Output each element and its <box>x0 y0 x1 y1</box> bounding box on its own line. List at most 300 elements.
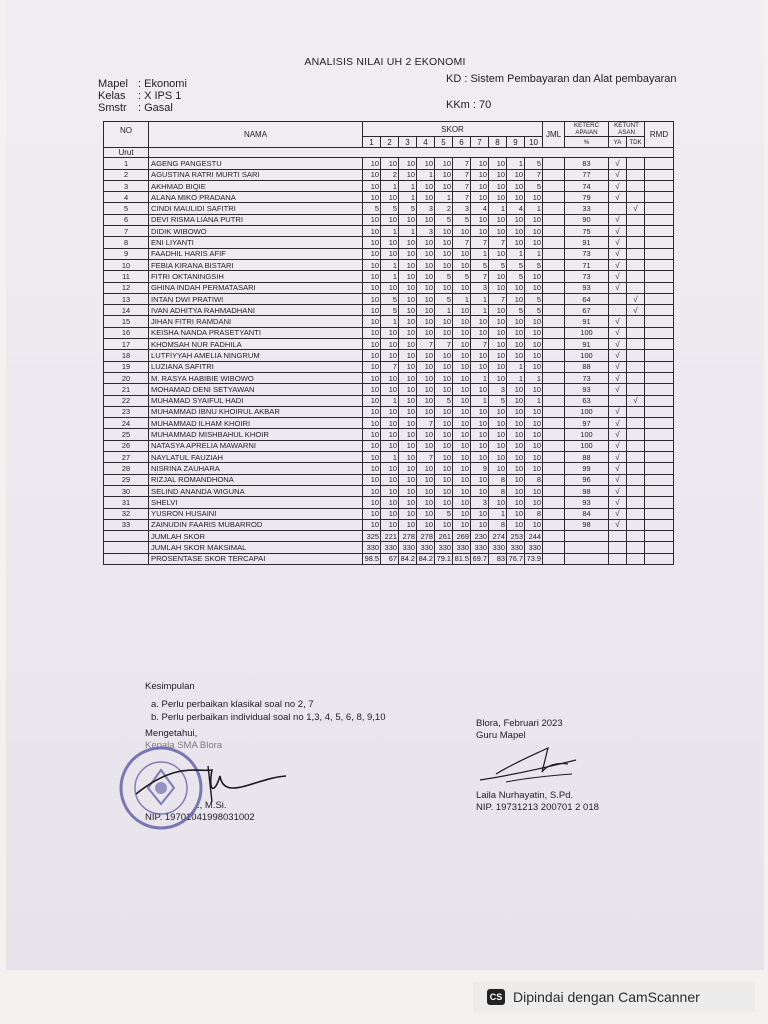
student-name: NISRINA ZAUHARA <box>149 463 363 474</box>
summary-value: 330 <box>435 542 453 553</box>
percent-cell: 73 <box>565 372 609 383</box>
percent-cell: 93 <box>565 384 609 395</box>
tuntas-tdk-cell <box>627 361 645 372</box>
score-cell: 1 <box>507 361 525 372</box>
student-name: ZAINUDIN FAARIS MUBARROD <box>149 519 363 530</box>
student-name: MUHAMMAD MISHBAHUL KHOIR <box>149 429 363 440</box>
tuntas-ya-cell: √ <box>609 406 627 417</box>
score-cell: 10 <box>417 271 435 282</box>
teacher-role: Guru Mapel <box>476 730 526 741</box>
score-cell: 10 <box>381 429 399 440</box>
score-cell: 10 <box>399 214 417 225</box>
jml-cell <box>543 327 565 338</box>
header-tdk: TDK <box>627 137 645 148</box>
score-cell: 5 <box>453 214 471 225</box>
score-cell: 1 <box>471 293 489 304</box>
score-cell: 10 <box>435 440 453 451</box>
score-cell: 10 <box>525 282 543 293</box>
summary-value: 269 <box>453 531 471 542</box>
student-name: M. RASYA HABIBIE WIBOWO <box>149 372 363 383</box>
principal-nip: NIP. 19701041998031002 <box>145 812 255 823</box>
rmd-cell <box>645 282 674 293</box>
score-cell: 3 <box>471 497 489 508</box>
score-cell: 10 <box>435 463 453 474</box>
score-cell: 10 <box>399 350 417 361</box>
score-cell: 10 <box>399 418 417 429</box>
score-cell: 10 <box>525 350 543 361</box>
score-cell: 5 <box>435 271 453 282</box>
row-number: 32 <box>104 508 149 519</box>
score-cell: 10 <box>453 508 471 519</box>
kkm-line: KKm : 70 <box>446 99 492 111</box>
jml-cell <box>543 395 565 406</box>
score-cell: 1 <box>507 158 525 169</box>
score-cell: 10 <box>363 192 381 203</box>
score-cell: 10 <box>363 339 381 350</box>
score-cell: 7 <box>525 169 543 180</box>
score-cell: 10 <box>417 395 435 406</box>
score-cell: 10 <box>453 474 471 485</box>
score-cell: 1 <box>471 395 489 406</box>
header-urut: Urut <box>104 148 149 158</box>
score-cell: 10 <box>363 158 381 169</box>
row-number: 7 <box>104 226 149 237</box>
percent-cell: 100 <box>565 327 609 338</box>
summary-value: 81.5 <box>453 553 471 564</box>
rmd-cell <box>645 293 674 304</box>
score-cell: 10 <box>525 316 543 327</box>
table-row <box>104 203 674 214</box>
score-cell: 7 <box>471 237 489 248</box>
row-number: 14 <box>104 305 149 316</box>
school-stamp-icon <box>116 742 306 834</box>
header-nama: NAMA <box>149 122 363 148</box>
header-skor: SKOR <box>363 122 543 137</box>
tuntas-tdk-cell <box>627 406 645 417</box>
score-table <box>103 121 674 565</box>
student-name: KHOMSAH NUR FADHILA <box>149 339 363 350</box>
summary-value: 330 <box>507 542 525 553</box>
score-cell: 10 <box>525 485 543 496</box>
header-ketunt-l2: ASAN <box>618 129 635 136</box>
score-cell: 10 <box>363 372 381 383</box>
score-cell: 10 <box>507 192 525 203</box>
score-cell: 10 <box>363 440 381 451</box>
score-cell: 10 <box>525 226 543 237</box>
jml-cell <box>543 418 565 429</box>
tuntas-tdk-cell <box>627 418 645 429</box>
jml-cell <box>543 271 565 282</box>
score-cell: 10 <box>489 452 507 463</box>
score-cell: 10 <box>525 339 543 350</box>
rmd-cell <box>645 508 674 519</box>
score-cell: 1 <box>381 226 399 237</box>
score-cell: 10 <box>507 350 525 361</box>
percent-cell: 91 <box>565 237 609 248</box>
score-cell: 10 <box>363 384 381 395</box>
scanned-sheet <box>6 0 764 970</box>
score-cell: 5 <box>381 203 399 214</box>
jml-cell <box>543 497 565 508</box>
score-cell: 10 <box>471 214 489 225</box>
score-cell: 10 <box>399 158 417 169</box>
student-name: FITRI OKTANINGSIH <box>149 271 363 282</box>
tuntas-ya-cell: √ <box>609 497 627 508</box>
row-number: 17 <box>104 339 149 350</box>
score-cell: 10 <box>489 316 507 327</box>
percent-cell: 91 <box>565 316 609 327</box>
row-number: 8 <box>104 237 149 248</box>
score-cell: 1 <box>471 372 489 383</box>
document-title: ANALISIS NILAI UH 2 EKONOMI <box>304 56 466 68</box>
rmd-cell <box>645 203 674 214</box>
header-jml: JML <box>543 122 565 148</box>
score-cell: 10 <box>363 180 381 191</box>
rmd-cell <box>645 429 674 440</box>
score-cell: 10 <box>363 463 381 474</box>
tuntas-ya-cell: √ <box>609 192 627 203</box>
score-cell: 10 <box>507 293 525 304</box>
score-cell: 10 <box>471 384 489 395</box>
header-q5: 5 <box>435 137 453 148</box>
table-row <box>104 271 674 282</box>
tuntas-ya-cell: √ <box>609 180 627 191</box>
header-keterc-l2: APAIAN <box>575 129 598 136</box>
tuntas-tdk-cell <box>627 519 645 530</box>
score-cell: 5 <box>489 259 507 270</box>
score-cell: 10 <box>435 169 453 180</box>
score-cell: 10 <box>507 282 525 293</box>
rmd-cell <box>645 395 674 406</box>
header-ya: YA <box>609 137 627 148</box>
smstr-label: Smstr <box>98 102 127 114</box>
score-cell: 7 <box>453 180 471 191</box>
score-cell: 10 <box>489 372 507 383</box>
score-cell: 10 <box>399 429 417 440</box>
rmd-cell <box>645 271 674 282</box>
tuntas-ya-cell: √ <box>609 339 627 350</box>
score-cell: 10 <box>417 237 435 248</box>
score-cell: 1 <box>471 305 489 316</box>
student-name: KEISHA NANDA PRASETYANTI <box>149 327 363 338</box>
tuntas-tdk-cell <box>627 372 645 383</box>
score-cell: 10 <box>507 429 525 440</box>
score-cell: 10 <box>453 440 471 451</box>
score-cell: 10 <box>417 282 435 293</box>
percent-cell: 88 <box>565 452 609 463</box>
tuntas-tdk-cell <box>627 508 645 519</box>
jml-cell <box>543 452 565 463</box>
summary-empty-cell <box>543 531 565 542</box>
table-row <box>104 339 674 350</box>
score-cell: 5 <box>381 293 399 304</box>
score-cell: 10 <box>489 497 507 508</box>
percent-cell: 93 <box>565 497 609 508</box>
row-number: 20 <box>104 372 149 383</box>
score-cell: 1 <box>435 305 453 316</box>
student-name: FEBIA KIRANA BISTARI <box>149 259 363 270</box>
rmd-cell <box>645 485 674 496</box>
score-cell: 10 <box>381 384 399 395</box>
score-cell: 10 <box>363 474 381 485</box>
score-cell: 10 <box>453 395 471 406</box>
score-cell: 10 <box>507 452 525 463</box>
header-ketuntasan <box>609 122 645 137</box>
score-cell: 10 <box>363 519 381 530</box>
score-cell: 3 <box>453 203 471 214</box>
jml-cell <box>543 361 565 372</box>
score-cell: 10 <box>399 248 417 259</box>
score-cell: 10 <box>471 226 489 237</box>
rmd-cell <box>645 463 674 474</box>
score-cell: 10 <box>363 293 381 304</box>
score-cell: 10 <box>399 497 417 508</box>
row-number: 11 <box>104 271 149 282</box>
score-cell: 10 <box>381 440 399 451</box>
score-cell: 10 <box>489 271 507 282</box>
summary-empty-cell <box>627 542 645 553</box>
score-cell: 10 <box>453 406 471 417</box>
smstr-value: : Gasal <box>138 102 173 114</box>
score-cell: 10 <box>489 406 507 417</box>
tuntas-ya-cell: √ <box>609 485 627 496</box>
rmd-cell <box>645 350 674 361</box>
rmd-cell <box>645 440 674 451</box>
camscanner-logo-icon: CS <box>487 989 505 1005</box>
jml-cell <box>543 158 565 169</box>
score-cell: 10 <box>399 384 417 395</box>
table-row <box>104 293 674 304</box>
percent-cell: 63 <box>565 395 609 406</box>
score-cell: 10 <box>525 192 543 203</box>
score-cell: 10 <box>453 418 471 429</box>
summary-value: 67 <box>381 553 399 564</box>
score-cell: 10 <box>435 361 453 372</box>
student-name: SELIND ANANDA WIGUNA <box>149 485 363 496</box>
score-cell: 10 <box>525 440 543 451</box>
score-cell: 10 <box>525 463 543 474</box>
score-cell: 10 <box>399 395 417 406</box>
tuntas-ya-cell <box>609 203 627 214</box>
percent-cell: 98 <box>565 519 609 530</box>
score-cell: 10 <box>363 406 381 417</box>
summary-value: 84.2 <box>399 553 417 564</box>
tuntas-tdk-cell <box>627 452 645 463</box>
score-cell: 1 <box>381 259 399 270</box>
score-cell: 10 <box>507 418 525 429</box>
score-cell: 10 <box>453 384 471 395</box>
tuntas-ya-cell: √ <box>609 452 627 463</box>
summary-value: 261 <box>435 531 453 542</box>
score-cell: 10 <box>363 259 381 270</box>
score-cell: 10 <box>381 519 399 530</box>
rmd-cell <box>645 316 674 327</box>
score-cell: 10 <box>381 214 399 225</box>
score-cell: 10 <box>489 327 507 338</box>
table-row <box>104 418 674 429</box>
camscanner-text: Dipindai dengan CamScanner <box>513 989 700 1005</box>
score-cell: 10 <box>435 474 453 485</box>
score-cell: 10 <box>471 406 489 417</box>
header-q4: 4 <box>417 137 435 148</box>
score-cell: 10 <box>435 259 453 270</box>
score-cell: 10 <box>417 519 435 530</box>
score-cell: 10 <box>453 339 471 350</box>
score-cell: 10 <box>453 497 471 508</box>
student-name: DIDIK WIBOWO <box>149 226 363 237</box>
score-cell: 10 <box>489 361 507 372</box>
student-name: ALANA MIKO PRADANA <box>149 192 363 203</box>
score-cell: 10 <box>381 350 399 361</box>
rmd-cell <box>645 305 674 316</box>
summary-value: 278 <box>417 531 435 542</box>
student-name: GHINA INDAH PERMATASARI <box>149 282 363 293</box>
score-cell: 7 <box>453 158 471 169</box>
score-cell: 10 <box>489 169 507 180</box>
jml-cell <box>543 519 565 530</box>
header-keterc-l1: KETERC <box>573 122 600 129</box>
score-cell: 10 <box>363 395 381 406</box>
score-cell: 10 <box>399 452 417 463</box>
jml-cell <box>543 237 565 248</box>
score-cell: 10 <box>363 248 381 259</box>
score-cell: 10 <box>453 226 471 237</box>
rmd-cell <box>645 237 674 248</box>
table-row <box>104 485 674 496</box>
student-name: MUHAMAD SYAIFUL HADI <box>149 395 363 406</box>
summary-value: 330 <box>363 542 381 553</box>
score-cell: 10 <box>399 440 417 451</box>
percent-cell: 73 <box>565 248 609 259</box>
score-cell: 10 <box>435 350 453 361</box>
score-cell: 10 <box>399 463 417 474</box>
score-cell: 10 <box>417 463 435 474</box>
score-cell: 10 <box>525 429 543 440</box>
summary-value: 274 <box>489 531 507 542</box>
score-cell: 10 <box>417 327 435 338</box>
tuntas-ya-cell: √ <box>609 259 627 270</box>
score-cell: 10 <box>399 339 417 350</box>
tuntas-ya-cell <box>609 293 627 304</box>
score-cell: 10 <box>381 327 399 338</box>
kd-label: KD <box>446 73 462 85</box>
header-q8: 8 <box>489 137 507 148</box>
table-row <box>104 192 674 203</box>
score-cell: 10 <box>381 463 399 474</box>
score-cell: 5 <box>525 293 543 304</box>
rmd-cell <box>645 519 674 530</box>
table-row <box>104 316 674 327</box>
score-cell: 10 <box>399 361 417 372</box>
score-cell: 10 <box>489 463 507 474</box>
score-cell: 10 <box>471 180 489 191</box>
score-cell: 10 <box>453 429 471 440</box>
score-cell: 10 <box>489 214 507 225</box>
score-cell: 10 <box>435 429 453 440</box>
score-cell: 10 <box>453 327 471 338</box>
student-name: LUZIANA SAFITRI <box>149 361 363 372</box>
score-cell: 7 <box>381 361 399 372</box>
score-cell: 10 <box>381 508 399 519</box>
score-cell: 10 <box>525 452 543 463</box>
jml-cell <box>543 248 565 259</box>
row-number: 28 <box>104 463 149 474</box>
table-row <box>104 440 674 451</box>
camscanner-watermark <box>473 982 755 1012</box>
tuntas-tdk-cell <box>627 271 645 282</box>
score-cell: 10 <box>435 384 453 395</box>
score-cell: 10 <box>525 214 543 225</box>
header-keterc <box>565 122 609 137</box>
rmd-cell <box>645 169 674 180</box>
score-cell: 5 <box>363 203 381 214</box>
score-cell: 10 <box>363 271 381 282</box>
student-name: CINDI MAULIDI SAFITRI <box>149 203 363 214</box>
row-number: 16 <box>104 327 149 338</box>
header-no <box>104 122 149 148</box>
tuntas-ya-cell: √ <box>609 429 627 440</box>
rmd-cell <box>645 327 674 338</box>
score-cell: 4 <box>471 203 489 214</box>
summary-row <box>104 553 674 564</box>
percent-cell: 98 <box>565 485 609 496</box>
score-cell: 10 <box>453 282 471 293</box>
table-row <box>104 226 674 237</box>
score-cell: 10 <box>417 361 435 372</box>
score-cell: 10 <box>507 395 525 406</box>
row-number: 9 <box>104 248 149 259</box>
score-cell: 5 <box>525 158 543 169</box>
score-cell: 10 <box>507 519 525 530</box>
score-cell: 10 <box>417 293 435 304</box>
score-cell: 10 <box>381 372 399 383</box>
summary-empty-cell <box>565 542 609 553</box>
score-cell: 10 <box>453 316 471 327</box>
score-cell: 10 <box>399 485 417 496</box>
jml-cell <box>543 305 565 316</box>
row-number: 23 <box>104 406 149 417</box>
score-cell: 10 <box>471 474 489 485</box>
tuntas-tdk-cell <box>627 214 645 225</box>
percent-cell: 33 <box>565 203 609 214</box>
table-row <box>104 259 674 270</box>
score-cell: 8 <box>489 474 507 485</box>
tuntas-ya-cell: √ <box>609 237 627 248</box>
tuntas-ya-cell <box>609 395 627 406</box>
score-cell: 10 <box>381 418 399 429</box>
score-cell: 10 <box>453 259 471 270</box>
jml-cell <box>543 259 565 270</box>
score-cell: 10 <box>507 339 525 350</box>
summary-value: 330 <box>525 542 543 553</box>
table-row <box>104 361 674 372</box>
summary-empty-cell <box>543 553 565 564</box>
score-cell: 7 <box>489 293 507 304</box>
percent-cell: 64 <box>565 293 609 304</box>
score-cell: 5 <box>435 508 453 519</box>
score-cell: 10 <box>417 508 435 519</box>
score-cell: 10 <box>525 519 543 530</box>
tuntas-ya-cell: √ <box>609 440 627 451</box>
jml-cell <box>543 203 565 214</box>
teacher-signature-block <box>476 718 599 814</box>
score-cell: 1 <box>381 452 399 463</box>
score-cell: 1 <box>471 248 489 259</box>
summary-no-cell <box>104 553 149 564</box>
score-cell: 10 <box>435 158 453 169</box>
score-cell: 8 <box>489 485 507 496</box>
acknowledged-label: Mengetahui, <box>145 728 198 739</box>
